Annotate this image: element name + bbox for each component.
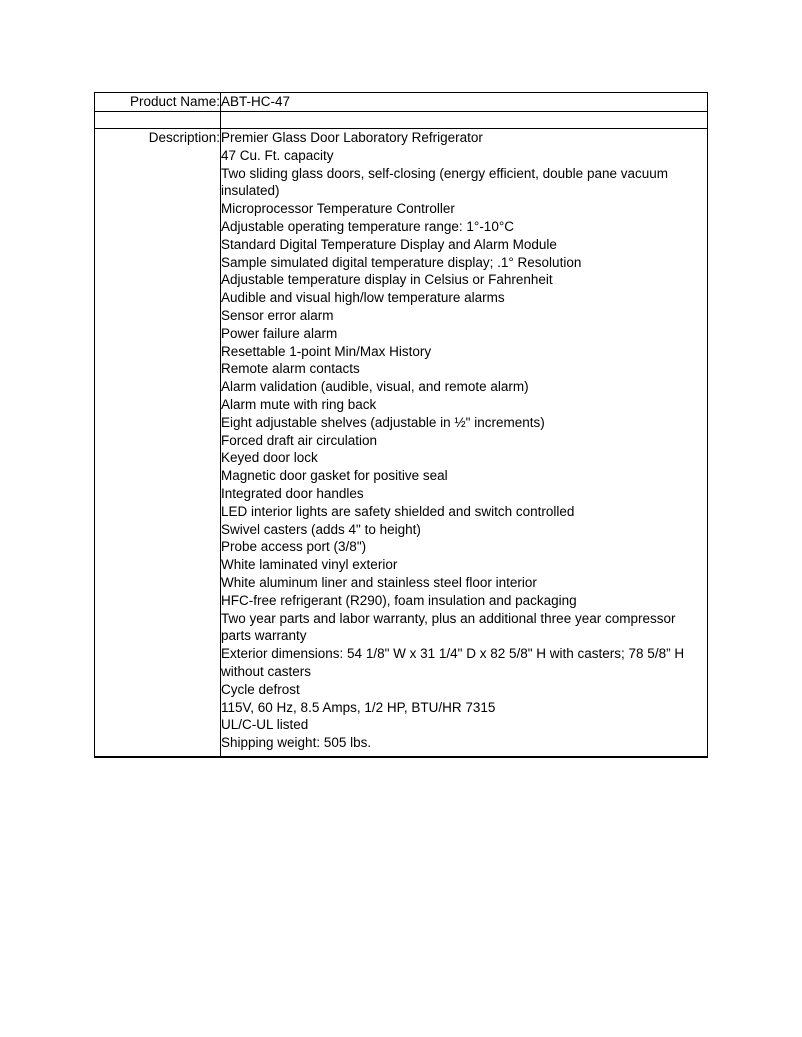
table-row-spacer <box>95 112 708 129</box>
description-line: 47 Cu. Ft. capacity <box>221 147 334 163</box>
spacer-cell-right <box>221 112 708 129</box>
product-name-value: ABT-HC-47 <box>221 93 708 112</box>
description-line: Shipping weight: 505 lbs. <box>221 735 372 751</box>
description-line: Adjustable operating temperature range: 1°-10°C <box>221 218 514 234</box>
description-line: Adjustable temperature display in Celsius or Fahrenheit <box>221 272 553 288</box>
description-label: Description: <box>95 129 221 757</box>
description-line: Exterior dimensions: 54 1/8" W x 31 1/4" D x 82 5/8" H with casters; 78 5/8” H without casters <box>221 646 685 679</box>
description-line: Power failure alarm <box>221 325 338 341</box>
description-line-list <box>221 129 707 756</box>
description-line: Magnetic door gasket for positive seal <box>221 468 448 484</box>
description-line: Two sliding glass doors, self-closing (energy efficient, double pane vacuum insulated) <box>221 165 668 199</box>
description-line: White laminated vinyl exterior <box>221 557 398 573</box>
description-line: White aluminum liner and stainless steel floor interior <box>221 574 537 590</box>
product-name-label: Product Name: <box>95 93 221 112</box>
description-line: Swivel casters (adds 4" to height) <box>221 521 421 537</box>
description-line: Remote alarm contacts <box>221 361 360 377</box>
description-line: 115V, 60 Hz, 8.5 Amps, 1/2 HP, BTU/HR 7315 <box>221 699 496 715</box>
description-line: Sensor error alarm <box>221 307 334 323</box>
description-line: Standard Digital Temperature Display and Alarm Module <box>221 236 557 252</box>
description-line: Forced draft air circulation <box>221 432 378 448</box>
description-line: Two year parts and labor warranty, plus an additional three year compressor parts warranty <box>221 610 676 644</box>
description-line: Alarm validation (audible, visual, and remote alarm) <box>221 379 529 395</box>
description-line: Probe access port (3/8") <box>221 539 367 555</box>
description-line: Cycle defrost <box>221 681 300 697</box>
description-value <box>221 129 708 757</box>
table-row-description <box>95 129 708 757</box>
spacer-cell-left <box>95 112 221 129</box>
description-line: Eight adjustable shelves (adjustable in ½" increments) <box>221 414 545 430</box>
description-line: Keyed door lock <box>221 450 318 466</box>
description-line: Integrated door handles <box>221 485 364 501</box>
description-line: Sample simulated digital temperature display; .1° Resolution <box>221 254 582 270</box>
table-row-product-name <box>95 93 708 112</box>
description-line: HFC-free refrigerant (R290), foam insulation and packaging <box>221 592 577 608</box>
description-line: Audible and visual high/low temperature alarms <box>221 290 505 306</box>
description-line: Alarm mute with ring back <box>221 396 377 412</box>
description-line: Resettable 1-point Min/Max History <box>221 343 432 359</box>
description-line: LED interior lights are safety shielded and switch controlled <box>221 503 575 519</box>
product-spec-table <box>94 92 708 758</box>
description-line: UL/C-UL listed <box>221 717 309 733</box>
description-line: Microprocessor Temperature Controller <box>221 201 455 217</box>
description-line: Premier Glass Door Laboratory Refrigerator <box>221 130 483 145</box>
